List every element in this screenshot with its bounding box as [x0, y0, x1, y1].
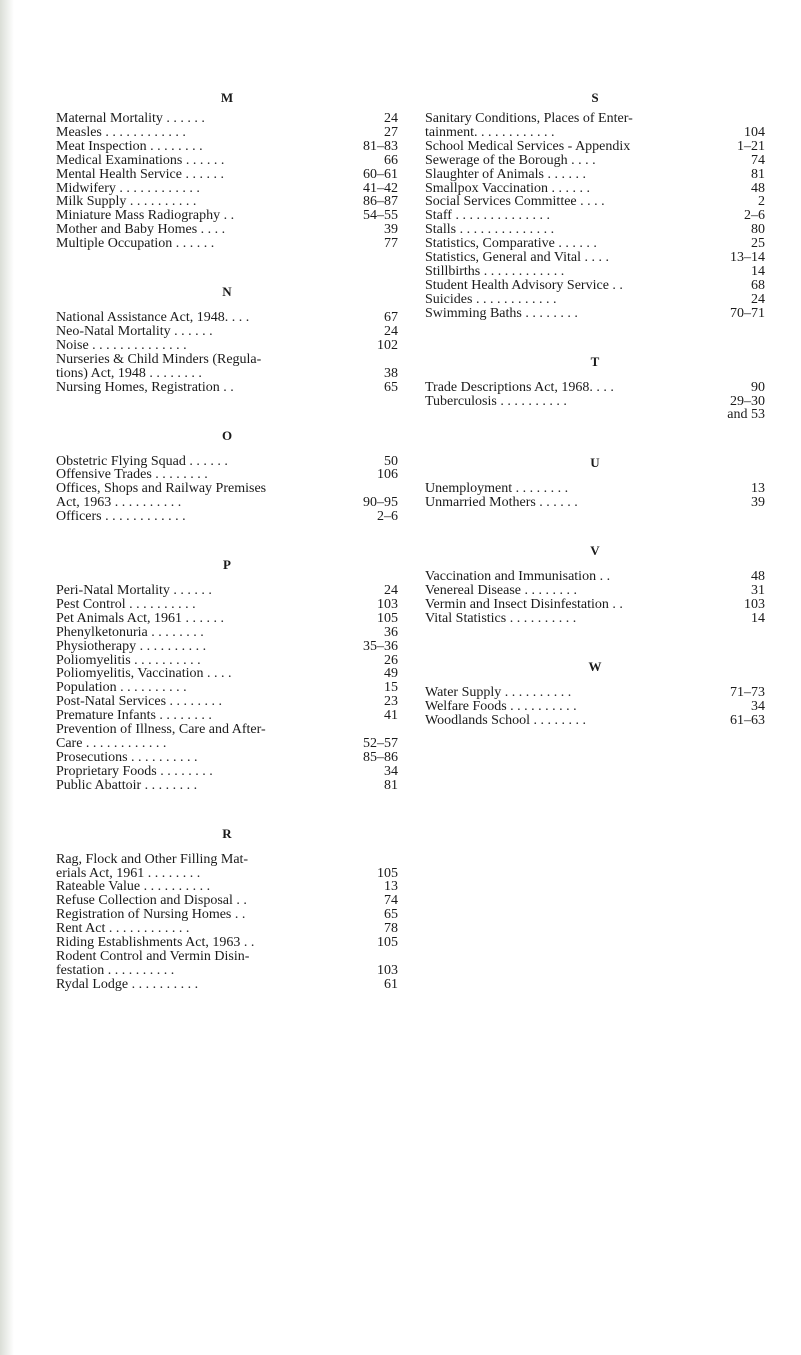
index-entry	[425, 408, 765, 422]
index-entry	[56, 339, 398, 353]
entry-label: Milk Supply . . . . . . . . . .	[56, 195, 197, 210]
entry-label: Phenylketonuria . . . . . . . .	[56, 625, 204, 640]
entry-label: Sewerage of the Borough . . . .	[425, 153, 596, 168]
index-entry	[56, 950, 398, 964]
entry-page-number: 80	[751, 222, 765, 238]
entry-page-number	[350, 853, 398, 867]
entry-label: Medical Examinations . . . . . .	[56, 153, 225, 168]
section-letter-t: T	[590, 353, 600, 369]
index-entry	[56, 723, 398, 737]
section-gap	[56, 524, 398, 546]
entry-page-number: 60–61	[363, 166, 398, 182]
entry-label: Neo-Natal Mortality . . . . . .	[56, 324, 213, 339]
entry-page-number: 52–57	[363, 736, 398, 751]
entry-label: Welfare Foods . . . . . . . . . .	[425, 699, 577, 714]
index-entry	[56, 325, 398, 339]
entry-page-number: 78	[384, 921, 398, 937]
index-entry	[425, 293, 765, 307]
entry-label: Offensive Trades . . . . . . . .	[56, 468, 208, 483]
entry-page-number: 66	[384, 152, 398, 168]
entry-page-number: 65	[384, 379, 398, 395]
index-entry	[56, 584, 398, 598]
entry-page-number: 61	[384, 976, 398, 992]
entry-page-number: 61–63	[730, 712, 765, 728]
index-entry	[425, 237, 765, 251]
entry-label: Woodlands School . . . . . . . .	[425, 713, 587, 728]
entry-label: Riding Establishments Act, 1963 . .	[56, 936, 255, 950]
entry-label: Nursing Homes, Registration . .	[56, 380, 234, 395]
entry-page-number: 31	[751, 583, 765, 599]
entry-page-number: 39	[751, 495, 765, 511]
index-entry	[56, 353, 398, 367]
entry-page-number: 23	[384, 694, 398, 710]
entry-label: Miniature Mass Radiography . .	[56, 209, 235, 224]
entry-label: Mental Health Service . . . . . .	[56, 167, 224, 182]
entry-label: Obstetric Flying Squad . . . . . .	[56, 454, 228, 469]
section-letter-v: V	[590, 543, 600, 559]
index-entry	[56, 455, 398, 469]
entry-page-number: 105	[377, 865, 398, 881]
index-entry	[56, 640, 398, 654]
entry-label	[425, 408, 713, 422]
entry-page-number: 27	[384, 124, 398, 140]
entry-label: Rag, Flock and Other Filling Mat-	[56, 852, 249, 867]
entry-page-number: 24	[751, 291, 765, 307]
entry-label: Officers . . . . . . . . . . . .	[56, 510, 186, 525]
entry-page-number: 70–71	[730, 305, 765, 321]
index-entry	[425, 700, 765, 714]
index-entry	[56, 751, 398, 765]
index-entry	[425, 168, 765, 182]
index-entry	[56, 140, 398, 154]
index-entry	[56, 367, 398, 381]
index-entry	[56, 709, 398, 723]
index-entry	[56, 126, 398, 140]
index-entry	[56, 964, 398, 978]
entry-label: Suicides . . . . . . . . . . . .	[425, 292, 557, 307]
entry-label: Smallpox Vaccination . . . . . .	[425, 181, 590, 196]
index-entry	[56, 737, 398, 751]
index-entry	[56, 311, 398, 325]
entry-page-number: 14	[751, 263, 765, 279]
entry-label: Pest Control . . . . . . . . . .	[56, 597, 196, 612]
index-entry	[425, 140, 765, 154]
entry-label: Vital Statistics . . . . . . . . . .	[425, 611, 577, 626]
entry-page-number: 24	[384, 583, 398, 599]
entry-page-number: 24	[384, 323, 398, 339]
index-entry	[56, 468, 398, 482]
index-entry	[425, 279, 765, 293]
entry-page-number: 68	[751, 277, 765, 293]
entry-page-number: 85–86	[363, 749, 398, 765]
entry-label: Rydal Lodge . . . . . . . . . .	[56, 977, 199, 992]
entry-label: Trade Descriptions Act, 1968. . . .	[425, 380, 614, 395]
section-letter-r: R	[222, 825, 232, 841]
entry-page-number: 54–55	[363, 208, 398, 224]
entry-label: Nurseries & Child Minders (Regula-	[56, 352, 262, 367]
index-entry	[425, 598, 765, 612]
index-entry	[425, 223, 765, 237]
entry-label: Population . . . . . . . . . .	[56, 681, 187, 696]
entry-label: Physiotherapy . . . . . . . . . .	[56, 639, 207, 654]
entry-label: Swimming Baths . . . . . . . .	[425, 306, 578, 321]
entry-page-number: 77	[384, 236, 398, 252]
index-entry	[56, 612, 398, 626]
entry-label: Noise . . . . . . . . . . . . . .	[56, 338, 187, 353]
entry-label: Multiple Occupation . . . . . .	[56, 237, 215, 252]
entry-label: Registration of Nursing Homes . .	[56, 908, 246, 923]
entry-label: Slaughter of Animals . . . . . .	[425, 167, 586, 182]
entry-page-number: 2	[758, 194, 765, 210]
section-gap	[425, 727, 765, 749]
entry-label: Pet Animals Act, 1961 . . . . . .	[56, 611, 224, 626]
entry-label: Refuse Collection and Disposal . .	[56, 894, 247, 909]
index-entry	[425, 395, 765, 409]
entry-label: Venereal Disease . . . . . . . .	[425, 584, 578, 598]
index-entry	[56, 681, 398, 695]
section-gap	[425, 510, 765, 532]
column-header-letter: S	[591, 90, 599, 105]
index-entry	[56, 209, 398, 223]
entry-label: Premature Infants . . . . . . . .	[56, 709, 212, 724]
index-entry	[56, 978, 398, 992]
index-entry	[425, 265, 765, 279]
entry-label: Act, 1963 . . . . . . . . . .	[56, 496, 182, 511]
entry-page-number: 90	[751, 379, 765, 395]
entry-page-number: 50	[384, 453, 398, 469]
entry-label: Rent Act . . . . . . . . . . . .	[56, 922, 190, 937]
index-entry	[425, 612, 765, 626]
entry-label: School Medical Services - Appendix	[425, 139, 631, 154]
section-letter-u: U	[590, 455, 600, 471]
index-entry	[56, 908, 398, 922]
column-header-letter: M	[220, 90, 234, 105]
entry-label: Statistics, General and Vital . . . .	[425, 251, 609, 265]
index-entry	[56, 867, 398, 881]
index-entry	[56, 853, 398, 867]
entry-page-number: 34	[751, 698, 765, 714]
entry-label: Proprietary Foods . . . . . . . .	[56, 764, 213, 779]
entry-page-number: 2–6	[744, 208, 765, 224]
entry-page-number: 105	[377, 935, 398, 951]
index-entry	[425, 570, 765, 584]
index-entry	[56, 381, 398, 395]
index-entry	[425, 195, 765, 209]
entry-page-number: 102	[377, 337, 398, 353]
entry-page-number: 67	[384, 310, 398, 326]
entry-label: Stalls . . . . . . . . . . . . . .	[425, 223, 555, 238]
entry-page-number: 26	[384, 652, 398, 668]
entry-page-number: 48	[751, 569, 765, 585]
index-entry	[425, 584, 765, 598]
entry-label: Public Abattoir . . . . . . . .	[56, 778, 198, 793]
entry-label: National Assistance Act, 1948. . . .	[56, 311, 250, 325]
section-letter-n: N	[222, 284, 232, 300]
entry-label: Maternal Mortality . . . . . .	[56, 112, 205, 126]
entry-label: Student Health Advisory Service . .	[425, 278, 623, 293]
entry-page-number	[713, 112, 765, 126]
index-entry	[425, 126, 765, 140]
index-entry	[56, 496, 398, 510]
entry-label: Unmarried Mothers . . . . . .	[425, 496, 578, 511]
section-gap	[56, 793, 398, 815]
index-entry	[56, 654, 398, 668]
entry-page-number: 104	[744, 124, 765, 140]
entry-label: erials Act, 1961 . . . . . . . .	[56, 866, 201, 881]
entry-label: Vaccination and Immunisation . .	[425, 570, 611, 585]
entry-page-number: 74	[751, 152, 765, 168]
entry-page-number: 14	[751, 610, 765, 626]
entry-page-number: and 53	[727, 407, 765, 423]
index-entry	[425, 112, 765, 126]
index-entry	[56, 880, 398, 894]
index-entry	[56, 510, 398, 524]
entry-label: Post-Natal Services . . . . . . . .	[56, 695, 223, 710]
entry-page-number: 39	[384, 222, 398, 238]
entry-page-number: 41	[384, 708, 398, 724]
section-gap	[56, 251, 398, 273]
entry-page-number: 29–30	[730, 393, 765, 409]
entry-page-number: 103	[744, 596, 765, 612]
index-entry	[425, 381, 765, 395]
entry-label: Prosecutions . . . . . . . . . .	[56, 750, 198, 765]
entry-label: Meat Inspection . . . . . . . .	[56, 139, 203, 154]
index-entry	[56, 922, 398, 936]
index-entry	[56, 223, 398, 237]
entry-label: Staff . . . . . . . . . . . . . .	[425, 209, 550, 224]
right-column	[425, 90, 765, 749]
entry-page-number: 15	[384, 680, 398, 696]
index-entry	[56, 626, 398, 640]
entry-label: Social Services Committee . . . .	[425, 195, 605, 210]
section-gap	[425, 626, 765, 648]
index-entry	[56, 195, 398, 209]
index-entry	[56, 695, 398, 709]
entry-label: Poliomyelitis, Vaccination . . . .	[56, 667, 232, 682]
entry-page-number	[350, 353, 398, 367]
index-entry	[56, 936, 398, 950]
entry-page-number: 13	[384, 879, 398, 895]
entry-page-number: 103	[377, 596, 398, 612]
entry-label: Care . . . . . . . . . . . .	[56, 737, 167, 751]
entry-page-number: 25	[751, 236, 765, 252]
entry-label: Rodent Control and Vermin Disin-	[56, 949, 250, 964]
index-entry	[56, 598, 398, 612]
section-gap	[425, 321, 765, 343]
entry-label: Statistics, Comparative . . . . . .	[425, 237, 597, 252]
entry-page-number: 86–87	[363, 194, 398, 210]
entry-label: Midwifery . . . . . . . . . . . .	[56, 181, 200, 196]
entry-page-number: 49	[384, 666, 398, 682]
entry-label: Stillbirths . . . . . . . . . . . .	[425, 264, 565, 279]
entry-label: tions) Act, 1948 . . . . . . . .	[56, 366, 202, 381]
index-entry	[425, 182, 765, 196]
entry-label: Rateable Value . . . . . . . . . .	[56, 880, 211, 895]
entry-page-number: 41–42	[363, 180, 398, 196]
entry-page-number: 103	[377, 962, 398, 978]
page-edge-shadow	[0, 0, 14, 1355]
entry-label: festation . . . . . . . . . .	[56, 963, 175, 978]
index-entry	[56, 182, 398, 196]
entry-page-number: 36	[384, 624, 398, 640]
entry-page-number: 13–14	[730, 250, 765, 266]
index-entry	[425, 714, 765, 728]
entry-page-number: 81–83	[363, 138, 398, 154]
left-sections	[56, 112, 398, 1014]
entry-label: Measles . . . . . . . . . . . .	[56, 125, 186, 140]
section-gap	[425, 422, 765, 444]
index-entry	[425, 251, 765, 265]
entry-page-number: 34	[384, 763, 398, 779]
entry-label: Water Supply . . . . . . . . . .	[425, 685, 572, 700]
index-entry	[425, 496, 765, 510]
entry-page-number: 81	[751, 166, 765, 182]
index-entry	[56, 112, 398, 126]
index-entry	[425, 482, 765, 496]
entry-label: Prevention of Illness, Care and After-	[56, 723, 266, 737]
index-entry	[56, 154, 398, 168]
index-entry	[56, 482, 398, 496]
entry-label: Peri-Natal Mortality . . . . . .	[56, 584, 212, 598]
entry-page-number: 74	[384, 893, 398, 909]
entry-page-number: 24	[384, 111, 398, 126]
index-entry	[56, 779, 398, 793]
entry-page-number	[350, 950, 398, 964]
entry-page-number	[350, 482, 398, 496]
section-letter-p: P	[223, 557, 231, 573]
section-letter-w: W	[588, 658, 602, 674]
index-entry	[425, 209, 765, 223]
entry-label: Vermin and Insect Disinfestation . .	[425, 597, 623, 612]
index-entry	[56, 667, 398, 681]
entry-label: Unemployment . . . . . . . .	[425, 482, 569, 497]
entry-page-number: 81	[384, 777, 398, 793]
entry-page-number: 13	[751, 481, 765, 497]
entry-label: Mother and Baby Homes . . . .	[56, 223, 226, 238]
index-entry	[56, 168, 398, 182]
index-entry	[56, 237, 398, 251]
section-letter-o: O	[221, 427, 233, 443]
entry-page-number: 48	[751, 180, 765, 196]
entry-page-number: 35–36	[363, 638, 398, 654]
entry-label: Tuberculosis . . . . . . . . . .	[425, 394, 567, 409]
entry-page-number: 65	[384, 907, 398, 923]
index-entry	[425, 307, 765, 321]
entry-label: Poliomyelitis . . . . . . . . . .	[56, 653, 201, 668]
section-gap	[56, 992, 398, 1014]
entry-page-number: 106	[377, 467, 398, 483]
entry-label: Offices, Shops and Railway Premises	[56, 482, 267, 497]
entry-page-number: 1–21	[737, 138, 765, 154]
right-sections	[425, 112, 765, 749]
entry-page-number: 71–73	[730, 684, 765, 700]
entry-page-number: 2–6	[377, 509, 398, 525]
entry-label: tainment. . . . . . . . . . . .	[425, 125, 555, 140]
index-entry	[425, 154, 765, 168]
index-entry	[56, 765, 398, 779]
entry-page-number: 90–95	[363, 495, 398, 511]
left-column	[56, 90, 398, 1014]
entry-label: Sanitary Conditions, Places of Enter-	[425, 112, 633, 126]
index-entry	[425, 686, 765, 700]
index-entry	[56, 894, 398, 908]
entry-page-number	[350, 723, 398, 737]
entry-page-number: 38	[384, 365, 398, 381]
entry-page-number: 105	[377, 610, 398, 626]
section-gap	[56, 395, 398, 417]
